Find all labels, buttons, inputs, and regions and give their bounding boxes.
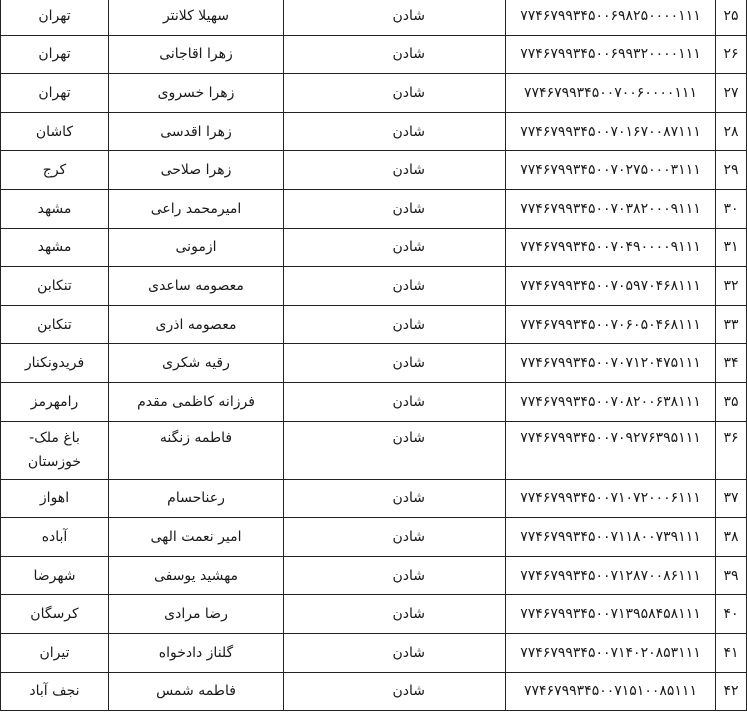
code-cell: ۷۷۴۶۷۹۹۳۴۵۰۰۷۰۲۷۵۰۰۰۳۱۱۱ bbox=[506, 151, 716, 190]
person-name-cell: زهرا اقدسی bbox=[109, 112, 284, 151]
city-cell: رامهرمز bbox=[1, 382, 109, 421]
person-name-cell: معصومه اذری bbox=[109, 305, 284, 344]
person-name-cell: رقیه شکری bbox=[109, 344, 284, 383]
brand-cell: شادن bbox=[284, 112, 506, 151]
city-cell: مشهد bbox=[1, 189, 109, 228]
table-row bbox=[1, 305, 747, 344]
table-row bbox=[1, 228, 747, 267]
person-name-cell: زهرا صلاحی bbox=[109, 151, 284, 190]
person-name-cell: ازمونی bbox=[109, 228, 284, 267]
code-cell: ۷۷۴۶۷۹۹۳۴۵۰۰۷۰۳۸۲۰۰۰۹۱۱۱ bbox=[506, 189, 716, 228]
row-number-cell: ۲۷ bbox=[716, 74, 747, 113]
table-row bbox=[1, 74, 747, 113]
person-name-cell: زهرا اقاجانی bbox=[109, 35, 284, 74]
code-cell: ۷۷۴۶۷۹۹۳۴۵۰۰۷۱۲۸۷۰۰۸۶۱۱۱ bbox=[506, 556, 716, 595]
person-name-cell: امیرمحمد راعی bbox=[109, 189, 284, 228]
row-number-cell: ۳۱ bbox=[716, 228, 747, 267]
row-number-cell: ۳۴ bbox=[716, 344, 747, 383]
table-row bbox=[1, 344, 747, 383]
table-row bbox=[1, 633, 747, 672]
code-cell: ۷۷۴۶۷۹۹۳۴۵۰۰۷۱۴۰۲۰۸۵۳۱۱۱ bbox=[506, 633, 716, 672]
code-cell: ۷۷۴۶۷۹۹۳۴۵۰۰۷۱۵۱۰۰۸۵۱۱۱ bbox=[506, 672, 716, 711]
city-cell: کرسگان bbox=[1, 595, 109, 634]
table-row bbox=[1, 189, 747, 228]
table-row bbox=[1, 0, 747, 35]
row-number-cell: ۳۵ bbox=[716, 382, 747, 421]
table-row bbox=[1, 151, 747, 190]
brand-cell: شادن bbox=[284, 518, 506, 557]
row-number-cell: ۲۹ bbox=[716, 151, 747, 190]
city-cell: کاشان bbox=[1, 112, 109, 151]
city-cell: تیران bbox=[1, 633, 109, 672]
code-cell: ۷۷۴۶۷۹۹۳۴۵۰۰۷۱۳۹۵۸۴۵۸۱۱۱ bbox=[506, 595, 716, 634]
row-number-cell: ۳۷ bbox=[716, 479, 747, 518]
table-row bbox=[1, 672, 747, 711]
row-number-cell: ۳۳ bbox=[716, 305, 747, 344]
brand-cell: شادن bbox=[284, 672, 506, 711]
table-row bbox=[1, 595, 747, 634]
code-cell: ۷۷۴۶۷۹۹۳۴۵۰۰۷۰۶۰۵۰۴۶۸۱۱۱ bbox=[506, 305, 716, 344]
table-row bbox=[1, 479, 747, 518]
row-number-cell: ۴۰ bbox=[716, 595, 747, 634]
code-cell: ۷۷۴۶۷۹۹۳۴۵۰۰۷۰۵۹۷۰۴۶۸۱۱۱ bbox=[506, 267, 716, 306]
person-name-cell: زهرا خسروی bbox=[109, 74, 284, 113]
person-name-cell: فرزانه کاظمی مقدم bbox=[109, 382, 284, 421]
person-name-cell: فاطمه شمس bbox=[109, 672, 284, 711]
code-cell: ۷۷۴۶۷۹۹۳۴۵۰۰۷۰۹۲۷۶۳۹۵۱۱۱ bbox=[506, 421, 716, 479]
person-name-cell: سهیلا کلانتر bbox=[109, 0, 284, 35]
brand-cell: شادن bbox=[284, 595, 506, 634]
row-number-cell: ۲۶ bbox=[716, 35, 747, 74]
row-number-cell: ۲۸ bbox=[716, 112, 747, 151]
brand-cell: شادن bbox=[284, 74, 506, 113]
brand-cell: شادن bbox=[284, 267, 506, 306]
person-name-cell: گلناز دادخواه bbox=[109, 633, 284, 672]
code-cell: ۷۷۴۶۷۹۹۳۴۵۰۰۷۰۸۲۰۰۶۳۸۱۱۱ bbox=[506, 382, 716, 421]
brand-cell: شادن bbox=[284, 344, 506, 383]
city-cell: باغ ملک-خوزستان bbox=[1, 421, 109, 479]
person-name-cell: رضا مرادی bbox=[109, 595, 284, 634]
table-row bbox=[1, 382, 747, 421]
city-cell: کرج bbox=[1, 151, 109, 190]
city-cell: شهرضا bbox=[1, 556, 109, 595]
brand-cell: شادن bbox=[284, 556, 506, 595]
table-row bbox=[1, 556, 747, 595]
brand-cell: شادن bbox=[284, 35, 506, 74]
city-cell: تهران bbox=[1, 0, 109, 35]
row-number-cell: ۳۶ bbox=[716, 421, 747, 479]
city-cell: فریدونکنار bbox=[1, 344, 109, 383]
table-row bbox=[1, 267, 747, 306]
table-body bbox=[1, 0, 747, 711]
row-number-cell: ۴۱ bbox=[716, 633, 747, 672]
code-cell: ۷۷۴۶۷۹۹۳۴۵۰۰۶۹۹۳۲۰۰۰۰۱۱۱ bbox=[506, 35, 716, 74]
brand-cell: شادن bbox=[284, 228, 506, 267]
code-cell: ۷۷۴۶۷۹۹۳۴۵۰۰۷۰۴۹۰۰۰۰۹۱۱۱ bbox=[506, 228, 716, 267]
code-cell: ۷۷۴۶۷۹۹۳۴۵۰۰۷۰۱۶۷۰۰۸۷۱۱۱ bbox=[506, 112, 716, 151]
table-row bbox=[1, 112, 747, 151]
city-cell: نجف آباد bbox=[1, 672, 109, 711]
row-number-cell: ۳۲ bbox=[716, 267, 747, 306]
row-number-cell: ۳۰ bbox=[716, 189, 747, 228]
code-cell: ۷۷۴۶۷۹۹۳۴۵۰۰۶۹۸۲۵۰۰۰۰۱۱۱ bbox=[506, 0, 716, 35]
brand-cell: شادن bbox=[284, 479, 506, 518]
brand-cell: شادن bbox=[284, 151, 506, 190]
code-cell: ۷۷۴۶۷۹۹۳۴۵۰۰۷۱۰۷۲۰۰۰۶۱۱۱ bbox=[506, 479, 716, 518]
city-cell: مشهد bbox=[1, 228, 109, 267]
city-cell: آباده bbox=[1, 518, 109, 557]
city-cell: تنکابن bbox=[1, 305, 109, 344]
brand-cell: شادن bbox=[284, 382, 506, 421]
table-row bbox=[1, 518, 747, 557]
row-number-cell: ۳۸ bbox=[716, 518, 747, 557]
code-cell: ۷۷۴۶۷۹۹۳۴۵۰۰۷۱۱۸۰۰۷۳۹۱۱۱ bbox=[506, 518, 716, 557]
city-cell: تهران bbox=[1, 74, 109, 113]
person-name-cell: امیر نعمت الهی bbox=[109, 518, 284, 557]
person-name-cell: فاطمه زنگنه bbox=[109, 421, 284, 479]
table-row bbox=[1, 35, 747, 74]
brand-cell: شادن bbox=[284, 633, 506, 672]
city-cell: تنکابن bbox=[1, 267, 109, 306]
code-cell: ۷۷۴۶۷۹۹۳۴۵۰۰۷۰۷۱۲۰۴۷۵۱۱۱ bbox=[506, 344, 716, 383]
row-number-cell: ۲۵ bbox=[716, 0, 747, 35]
person-name-cell: رعناحسام bbox=[109, 479, 284, 518]
table-row bbox=[1, 421, 747, 479]
city-cell: اهواز bbox=[1, 479, 109, 518]
city-cell: تهران bbox=[1, 35, 109, 74]
row-number-cell: ۴۲ bbox=[716, 672, 747, 711]
row-number-cell: ۳۹ bbox=[716, 556, 747, 595]
brand-cell: شادن bbox=[284, 421, 506, 479]
brand-cell: شادن bbox=[284, 189, 506, 228]
brand-cell: شادن bbox=[284, 305, 506, 344]
person-name-cell: مهشید یوسفی bbox=[109, 556, 284, 595]
person-name-cell: معصومه ساعدی bbox=[109, 267, 284, 306]
code-cell: ۷۷۴۶۷۹۹۳۴۵۰۰۷۰۰۶۰۰۰۰۱۱۱ bbox=[506, 74, 716, 113]
brand-cell: شادن bbox=[284, 0, 506, 35]
